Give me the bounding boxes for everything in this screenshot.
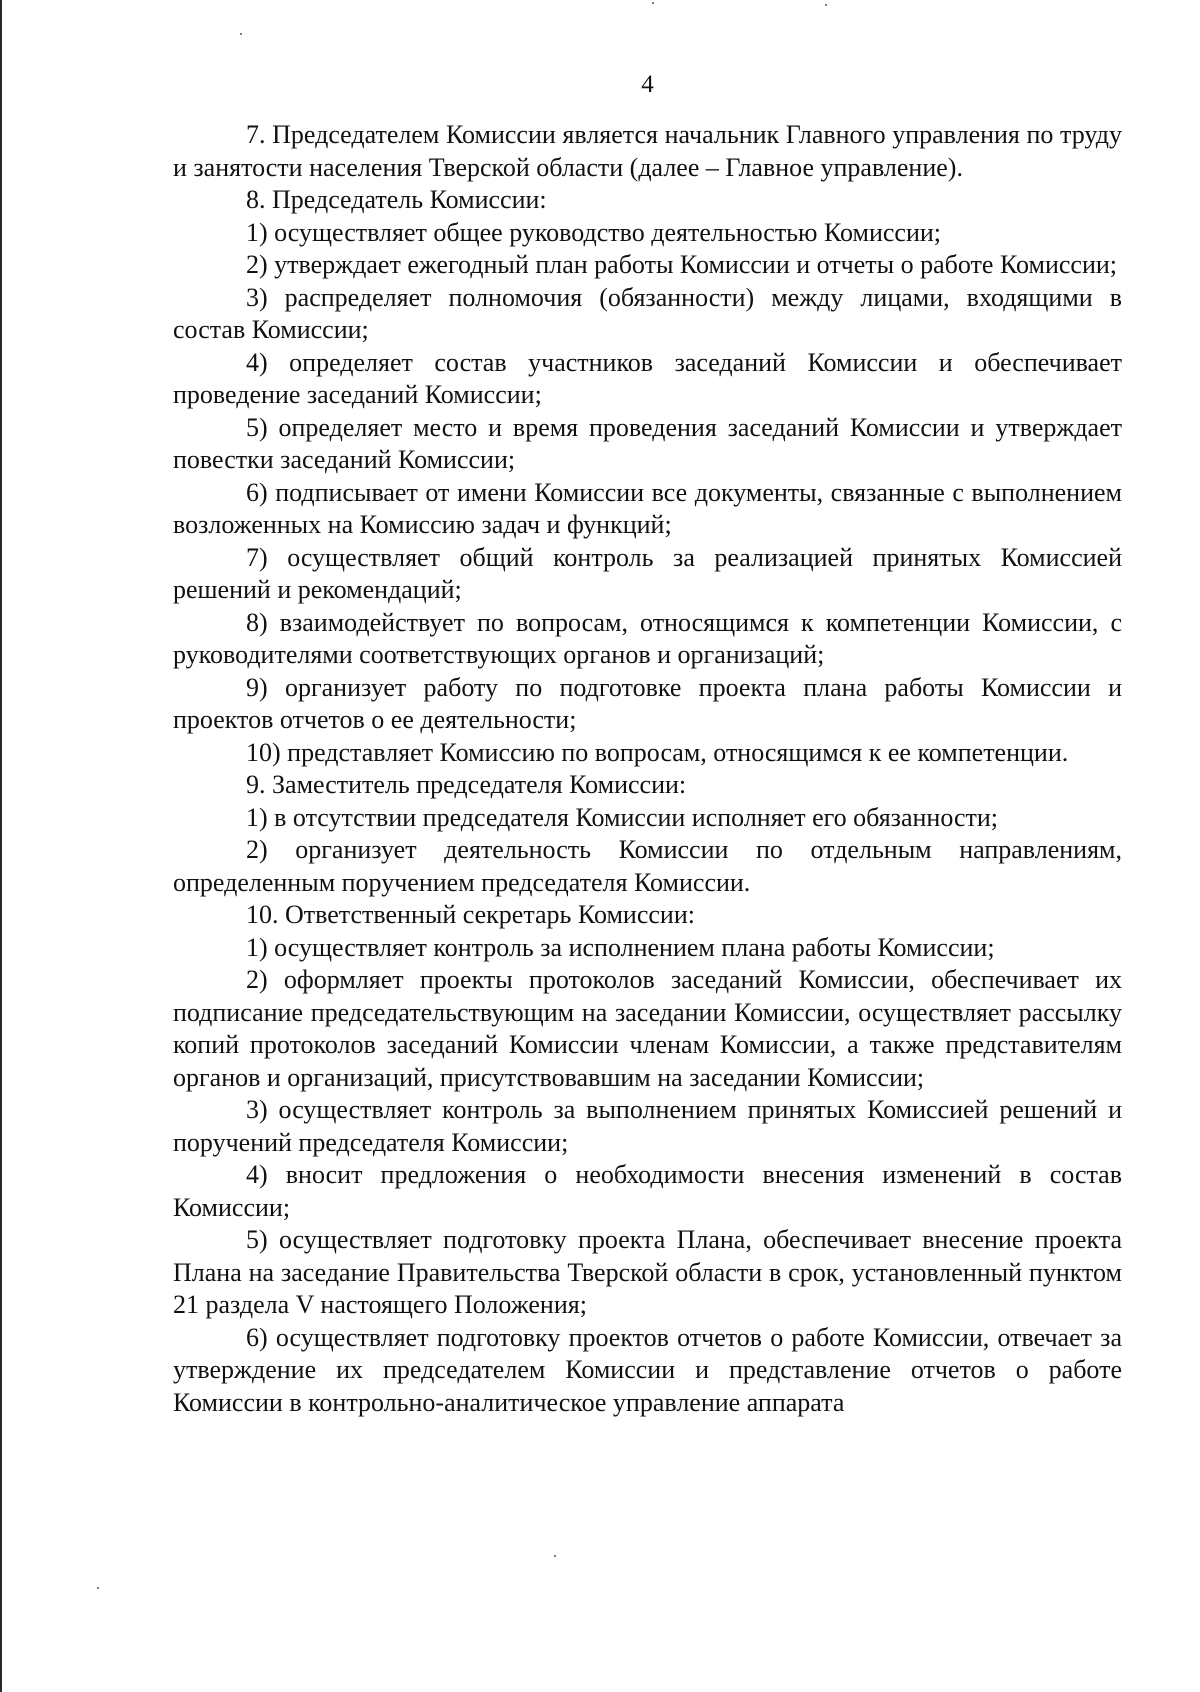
- paragraph-10-6: 6) осуществляет подготовку проектов отчетов о работе Комиссии, отвечает за утверждение их председателем Комиссии и представление отчетов о работе Комиссии в контрольно-аналитическое управление аппарата: [173, 1322, 1122, 1417]
- paragraph-8-6: 6) подписывает от имени Комиссии все документы, связанные с выполнением возложенных на Комиссию задач и функций;: [173, 477, 1122, 539]
- document-body: [173, 119, 1122, 1419]
- paragraph-8-9: 9) организует работу по подготовке проекта плана работы Комиссии и проектов отчетов о ее деятельности;: [173, 672, 1122, 734]
- paragraph-10-4: 4) вносит предложения о необходимости внесения изменений в состав Комиссии;: [173, 1160, 1122, 1222]
- paragraph-9-1: 1) в отсутствии председателя Комиссии исполняет его обязанности;: [246, 802, 999, 832]
- paragraph-8-3: 3) распределяет полномочия (обязанности) между лицами, входящими в состав Комиссии;: [173, 282, 1122, 344]
- scan-speck: [652, 2, 654, 4]
- page-number: 4: [641, 71, 654, 98]
- scan-speck: [97, 1587, 99, 1589]
- paragraph-item-10-heading: 10. Ответственный секретарь Комиссии:: [246, 900, 695, 929]
- paragraph-8-2: 2) утверждает ежегодный план работы Комиссии и отчеты о работе Комиссии;: [246, 250, 1117, 279]
- paragraph-8-4: 4) определяет состав участников заседаний Комиссии и обеспечивает проведение заседаний Комиссии;: [173, 347, 1122, 409]
- scan-speck: [240, 33, 242, 35]
- scan-left-edge: [0, 0, 2, 1692]
- paragraph-9-2: 2) организует деятельность Комиссии по отдельным направлениям, определенным поручением председателя Комиссии.: [173, 835, 1122, 897]
- paragraph-10-3: 3) осуществляет контроль за выполнением принятых Комиссией решений и поручений председателя Комиссии;: [173, 1095, 1122, 1157]
- scan-speck: [554, 1555, 556, 1557]
- paragraph-8-5: 5) определяет место и время проведения заседаний Комиссии и утверждает повестки заседаний Комиссии;: [173, 412, 1122, 474]
- paragraph-item-7-chairman: 7. Председателем Комиссии является начальник Главного управления по труду и занятости населения Тверской области (далее – Главное управление).: [173, 120, 1122, 182]
- paragraph-10-1: 1) осуществляет контроль за исполнением плана работы Комиссии;: [246, 932, 995, 962]
- paragraph-10-5: 5) осуществляет подготовку проекта Плана, обеспечивает внесение проекта Плана на заседание Правительства Тверской области в срок, установленный пунктом 21 раздела V настоящего Положения;: [173, 1225, 1122, 1319]
- paragraph-8-1: 1) осуществляет общее руководство деятельностью Комиссии;: [246, 217, 942, 247]
- paragraph-8-8: 8) взаимодействует по вопросам, относящимся к компетенции Комиссии, с руководителями соответствующих органов и организаций;: [173, 607, 1122, 669]
- paragraph-8-10: 10) представляет Комиссию по вопросам, относящимся к ее компетенции.: [246, 737, 1069, 767]
- scan-speck: [825, 4, 827, 6]
- paragraph-item-8-heading: 8. Председатель Комиссии:: [246, 185, 547, 214]
- paragraph-item-9-heading: 9. Заместитель председателя Комиссии:: [246, 770, 687, 799]
- paragraph-10-2: 2) оформляет проекты протоколов заседаний Комиссии, обеспечивает их подписание председательствующим на заседании Комиссии, осуществляет рассылку копий протоколов заседаний Комиссии членам Комиссии, а также представителям органов и организаций, присутствовавшим на заседании Комиссии;: [173, 965, 1122, 1092]
- paragraph-8-7: 7) осуществляет общий контроль за реализацией принятых Комиссией решений и рекомендаций;: [173, 542, 1122, 604]
